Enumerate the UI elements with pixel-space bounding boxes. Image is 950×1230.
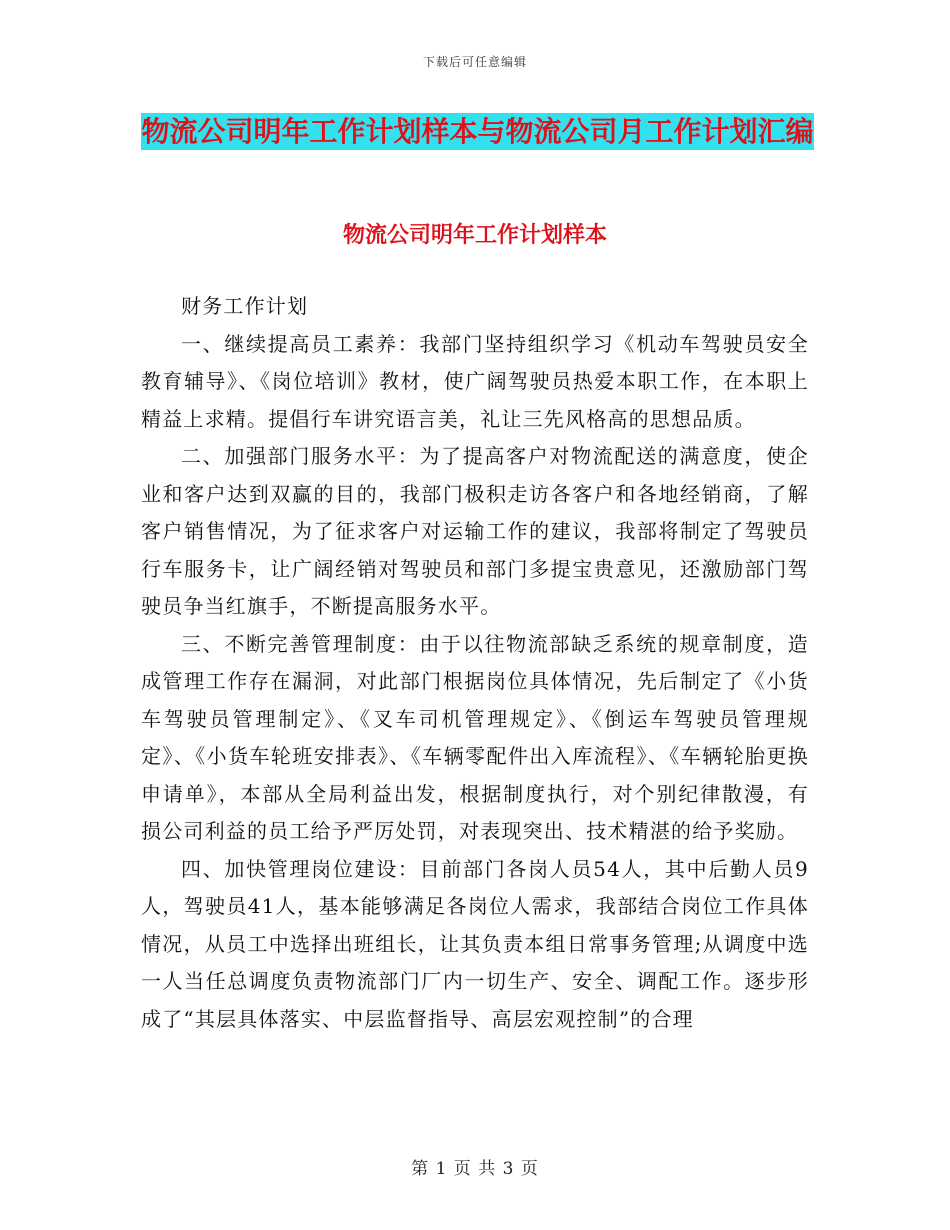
page-footer: 第 1 页 共 3 页 [411, 1159, 539, 1179]
paragraph-3: 三、不断完善管理制度：由于以往物流部缺乏系统的规章制度，造成管理工作存在漏洞，对此部门根据岗位具体情况，先后制定了《小货车驾驶员管理制定》、《叉车司机管理规定》、《倒运车驾驶员管理规定》、《小货车轮班安排表》、《车辆零配件出入库流程》、《车辆轮胎更换申请单》，本部从全局利益出发，根据制度执行，对个别纪律散漫，有损公司利益的员工给予严厉处罚，对表现突出、技术精湛的给予奖励。 [141, 631, 809, 843]
paragraph-2: 二、加强部门服务水平：为了提高客户对物流配送的满意度，使企业和客户达到双赢的目的，我部门极积走访各客户和各地经销商，了解客户销售情况，为了征求客户对运输工作的建议，我部将制定了驾驶员行车服务卡，让广阔经销对驾驶员和部门多提宝贵意见，还激励部门驾驶员争当红旗手，不断提高服务水平。 [141, 444, 809, 618]
header-note: 下载后可任意编辑 [422, 55, 527, 69]
document-body [141, 288, 809, 1038]
paragraph-1: 一、继续提高员工素养：我部门坚持组织学习《机动车驾驶员安全教育辅导》、《岗位培训》教材，使广阔驾驶员热爱本职工作，在本职上精益上求精。提倡行车讲究语言美，礼让三先风格高的思想品质。 [141, 331, 809, 431]
section-title: 物流公司明年工作计划样本 [342, 222, 607, 248]
paragraph-4: 四、加快管理岗位建设：目前部门各岗人员54人，其中后勤人员9人，驾驶员41人，基本能够满足各岗位人需求，我部结合岗位工作具体情况，从员工中选择出班组长，让其负责本组日常事务管理;从调度中选一人当任总调度负责物流部门厂内一切生产、安全、调配工作。逐步形成了“其层具体落实、中层监督指导、高层宏观控制”的合理 [141, 856, 809, 1031]
paragraph-heading: 财务工作计划 [181, 294, 309, 318]
document-title [140, 108, 815, 156]
document-title-text: 物流公司明年工作计划样本与物流公司月工作计划汇编 [141, 115, 814, 148]
